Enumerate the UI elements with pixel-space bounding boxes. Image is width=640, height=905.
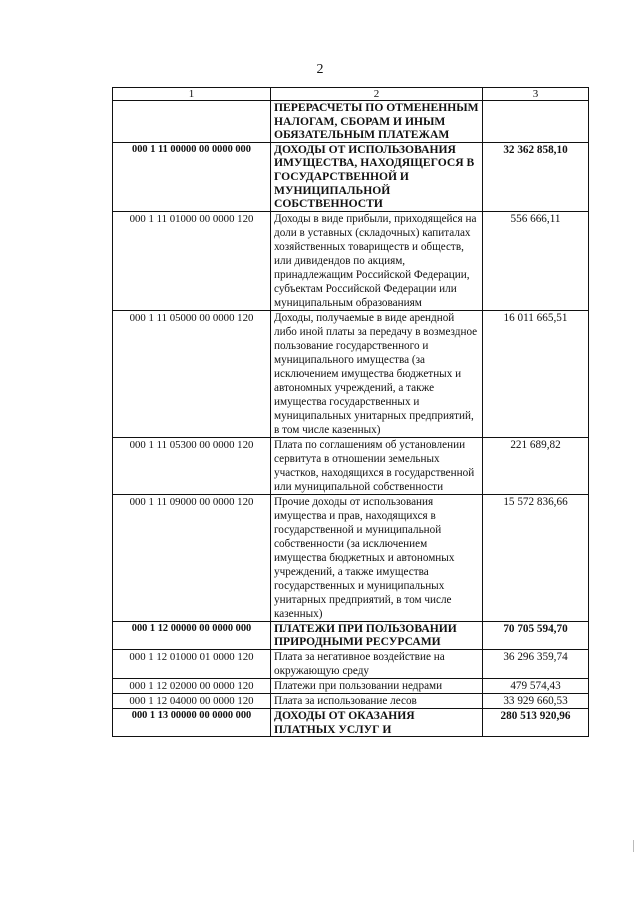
budget-code-cell: 000 1 12 04000 00 0000 120 — [113, 693, 271, 708]
description-cell: Плата за использование лесов — [271, 693, 483, 708]
description-cell: Прочие доходы от использования имущества и прав, находящихся в государственной и муниципальной собственности (за исключением имущества бюджетных и автономных учреждений, а также имущества государственных и муниципальных унитарных предприятий, в том числе казенных) — [271, 494, 483, 621]
table-row — [113, 649, 589, 678]
budget-code-cell: 000 1 12 02000 00 0000 120 — [113, 678, 271, 693]
budget-code-cell: 000 1 13 00000 00 0000 000 — [113, 708, 271, 736]
budget-code-cell: 000 1 11 00000 00 0000 000 — [113, 142, 271, 211]
revenue-table — [112, 87, 589, 737]
budget-code-cell: 000 1 12 01000 01 0000 120 — [113, 649, 271, 678]
column-header: 3 — [483, 88, 589, 101]
amount-cell: 15 572 836,66 — [483, 494, 589, 621]
amount-cell: 16 011 665,51 — [483, 310, 589, 437]
amount-cell: 36 296 359,74 — [483, 649, 589, 678]
table-header-row — [113, 88, 589, 101]
budget-code-cell: 000 1 12 00000 00 0000 000 — [113, 621, 271, 649]
description-cell: ДОХОДЫ ОТ ОКАЗАНИЯ ПЛАТНЫХ УСЛУГ И — [271, 708, 483, 736]
budget-code-cell: 000 1 11 05000 00 0000 120 — [113, 310, 271, 437]
description-cell: Плата за негативное воздействие на окружающую среду — [271, 649, 483, 678]
description-cell: ДОХОДЫ ОТ ИСПОЛЬЗОВАНИЯ ИМУЩЕСТВА, НАХОДЯЩЕГОСЯ В ГОСУДАРСТВЕННОЙ И МУНИЦИПАЛЬНОЙ СОБСТВЕННОСТИ — [271, 142, 483, 211]
table-row — [113, 437, 589, 494]
description-cell: ПЕРЕРАСЧЕТЫ ПО ОТМЕНЕННЫМ НАЛОГАМ, СБОРАМ И ИНЫМ ОБЯЗАТЕЛЬНЫМ ПЛАТЕЖАМ — [271, 101, 483, 143]
amount-cell — [483, 101, 589, 143]
table-row — [113, 101, 589, 143]
page-number: 2 — [316, 62, 324, 77]
budget-code-cell: 000 1 11 09000 00 0000 120 — [113, 494, 271, 621]
amount-cell: 479 574,43 — [483, 678, 589, 693]
column-header: 1 — [113, 88, 271, 101]
table-row — [113, 708, 589, 736]
amount-cell: 556 666,11 — [483, 211, 589, 310]
description-cell: Плата по соглашениям об установлении сервитута в отношении земельных участков, находящихся в государственной или муниципальной собственности — [271, 437, 483, 494]
scan-edge-mark — [629, 840, 634, 852]
table-row — [113, 142, 589, 211]
amount-cell: 221 689,82 — [483, 437, 589, 494]
table-row — [113, 693, 589, 708]
table-row — [113, 621, 589, 649]
amount-cell: 32 362 858,10 — [483, 142, 589, 211]
budget-code-cell — [113, 101, 271, 143]
description-cell: Доходы, получаемые в виде арендной либо иной платы за передачу в возмездное пользование государственного и муниципального имущества (за исключением имущества бюджетных и автономных учреждений, а также имущества государственных и муниципальных унитарных предприятий, в том числе казенных) — [271, 310, 483, 437]
amount-cell: 280 513 920,96 — [483, 708, 589, 736]
amount-cell: 70 705 594,70 — [483, 621, 589, 649]
description-cell: Доходы в виде прибыли, приходящейся на доли в уставных (складочных) капиталах хозяйственных товариществ и обществ, или дивидендов по акциям, принадлежащим Российской Федерации, субъектам Российской Федерации или муниципальным образованиям — [271, 211, 483, 310]
amount-cell: 33 929 660,53 — [483, 693, 589, 708]
description-cell: Платежи при пользовании недрами — [271, 678, 483, 693]
description-cell: ПЛАТЕЖИ ПРИ ПОЛЬЗОВАНИИ ПРИРОДНЫМИ РЕСУРСАМИ — [271, 621, 483, 649]
table-row — [113, 678, 589, 693]
table-row — [113, 310, 589, 437]
table-row — [113, 211, 589, 310]
budget-code-cell: 000 1 11 01000 00 0000 120 — [113, 211, 271, 310]
column-header: 2 — [271, 88, 483, 101]
budget-code-cell: 000 1 11 05300 00 0000 120 — [113, 437, 271, 494]
table-row — [113, 494, 589, 621]
